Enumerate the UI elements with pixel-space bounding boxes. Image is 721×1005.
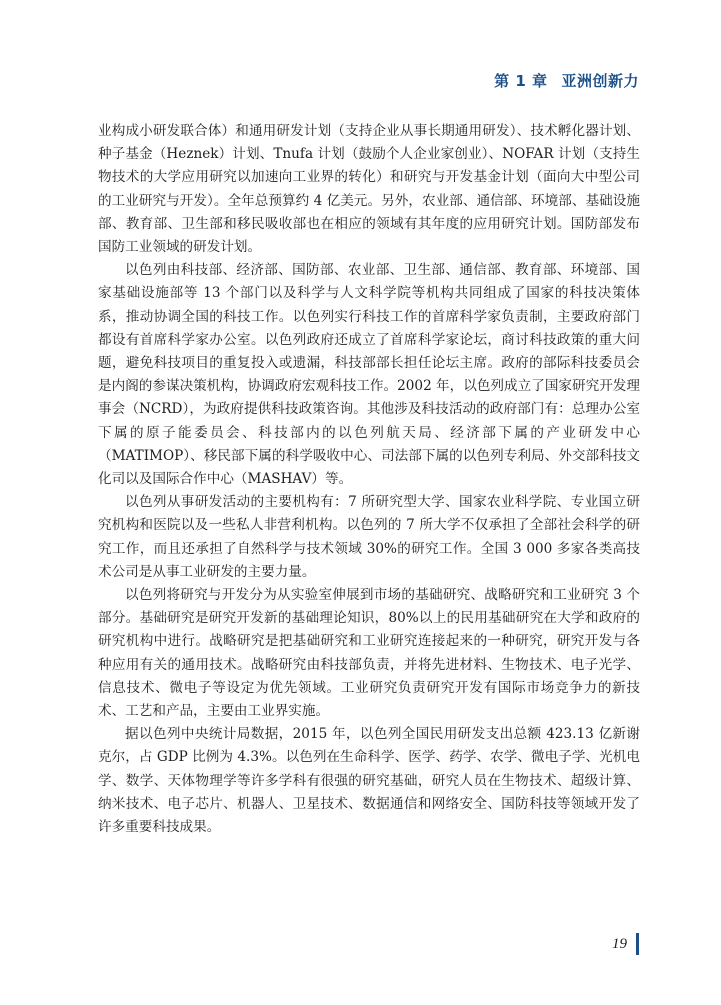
page-footer	[612, 933, 639, 955]
running-header	[494, 70, 639, 91]
paragraph: 以色列由科技部、经济部、国防部、农业部、卫生部、通信部、教育部、环境部、国家基础设施部等 13 个部门以及科学与人文科学院等机构共同组成了国家的科技决策体系，推动协调全国的科技工作。以色列实行科技工作的首席科学家负责制，主要政府部门都设有首席科学家办公室。以色列政府还成立了首席科学家论坛，商讨科技政策的重大问题，避免科技项目的重复投入或遗漏，科技部部长担任论坛主席。政府的部际科技委员会是内阁的参谋决策机构，协调政府宏观科技工作。2002 年，以色列成立了国家研究开发理事会（NCRD），为政府提供科技政策咨询。其他涉及科技活动的政府部门有：总理办公室下属的原子能委员会、科技部内的以色列航天局、经济部下属的产业研发中心（MATIMOP）、移民部下属的科学吸收中心、司法部下属的以色列专利局、外交部科技文化司以及国际合作中心（MASHAV）等。	[98, 262, 640, 488]
paragraph: 据以色列中央统计局数据，2015 年，以色列全国民用研发支出总额 423.13 亿新谢克尔，占 GDP 比例为 4.3%。以色列在生命科学、医学、药学、农学、微电子学、光机电学、数学、天体物理学等许多学科有很强的研究基础，研究人员在生物技术、超级计算、纳米技术、电子芯片、机器人、卫星技术、数据通信和网络安全、国防科技等领域开发了许多重要科技成果。	[98, 726, 640, 836]
paragraph: 以色列从事研发活动的主要机构有：7 所研究型大学、国家农业科学院、专业国立研究机构和医院以及一些私人非营利机构。以色列的 7 所大学不仅承担了全部社会科学的研究工作，而且还承担了自然科学与技术领域 30%的研究工作。全国 3 000 多家各类高技术公司是从事工业研发的主要力量。	[98, 494, 640, 580]
body-text	[98, 120, 640, 839]
chapter-title: 亚洲创新力	[561, 72, 639, 90]
page-number-bar	[636, 933, 639, 955]
paragraph: 以色列将研究与开发分为从实验室伸展到市场的基础研究、战略研究和工业研究 3 个部分。基础研究是研究开发新的基础理论知识，80%以上的民用基础研究在大学和政府的研究机构中进行。战略研究是把基础研究和工业研究连接起来的一种研究，研究开发与各种应用有关的通用技术。战略研究由科技部负责，并将先进材料、生物技术、电子光学、信息技术、微电子等设定为优先领域。工业研究负责研究开发有国际市场竞争力的新技术、工艺和产品，主要由工业界实施。	[98, 587, 640, 720]
chapter-number: 第 1 章	[494, 72, 548, 90]
paragraph-continued: 业构成小研发联合体）和通用研发计划（支持企业从事长期通用研发）、技术孵化器计划、种子基金（Heznek）计划、Tnufa 计划（鼓励个人企业家创业）、NOFAR 计划（支持生物技术的大学应用研究以加速向工业界的转化）和研究与开发基金计划（面向大中型公司的工业研究与开发）。全年总预算约 4 亿美元。另外，农业部、通信部、环境部、基础设施部、教育部、卫生部和移民吸收部也在相应的领域有其年度的应用研究计划。国防部发布国防工业领域的研发计划。	[98, 123, 640, 256]
page-number: 19	[612, 935, 627, 952]
